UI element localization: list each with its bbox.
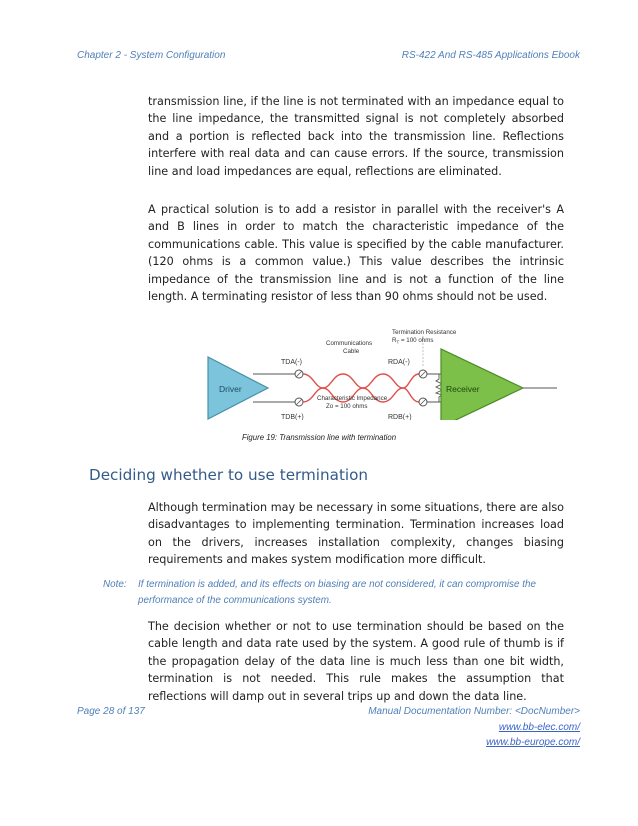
- book-title-header: RS-422 And RS-485 Applications Ebook: [401, 50, 580, 61]
- paragraph-disadvantages: Although termination may be necessary in some situations, there are also disadvantages to implementing termination. Termination increases load on the drivers, increases installation complexity, changes biasing requirements and makes system modification more difficult.: [148, 501, 564, 567]
- note-text: If termination is added, and its effects on biasing are not considered, it can compromise the performance of the communications system.: [138, 579, 536, 606]
- impedance-label-line2: Zo = 100 ohms: [326, 403, 368, 410]
- tdb-label: TDB(+): [281, 414, 304, 420]
- cable-label-line2: Cable: [343, 348, 360, 355]
- tda-label: TDA(-): [281, 359, 302, 366]
- termination-label-line1: Termination Resistance: [392, 329, 457, 336]
- bb-elec-link[interactable]: www.bb-elec.com/: [498, 721, 580, 733]
- paragraph-decision: The decision whether or not to use termination should be based on the cable length and data rate used by the system. A good rule of thumb is if the propagation delay of the data line is much less than one bit width, termination is not needed. This rule makes the assumption that reflections will damp out in several trips up and down the data line.: [148, 620, 564, 703]
- section-heading: Deciding whether to use termination: [89, 466, 369, 484]
- note-label: Note:: [103, 579, 127, 590]
- rda-label: RDA(-): [388, 359, 410, 366]
- termination-label-line2: $R_T = 100$ ohms: [392, 337, 434, 345]
- receiver-label: Receiver: [446, 384, 480, 394]
- footer-links: [368, 704, 580, 751]
- doc-number: Manual Documentation Number: <DocNumber>: [368, 706, 580, 717]
- paragraph-practical-solution: A practical solution is to add a resistor in parallel with the receiver's A and B lines in order to match the characteristic impedance of the communications cable. This value is specified by the cable manufacturer. (120 ohms is a common value.) This value describes the intrinsic impedance of the transmission line and is not a function of the line length. A terminating resistor of less than 90 ohms should not be used.: [148, 203, 564, 304]
- figure-caption: Figure 19: Transmission line with termination: [241, 433, 397, 442]
- paragraph-reflections: transmission line, if the line is not terminated with an impedance equal to the line impedance, the transmitted signal is not completely absorbed and a portion is reflected back into the transmission line. Reflections interfere with real data and can cause errors. If the source, transmission line and load impedances are equal, reflections are eliminated.: [148, 95, 564, 178]
- driver-label: Driver: [219, 384, 242, 394]
- page-number: Page 28 of 137: [77, 706, 145, 717]
- bb-europe-link[interactable]: www.bb-europe.com/: [486, 737, 580, 748]
- chapter-header: Chapter 2 - System Configuration: [77, 50, 226, 61]
- termination-diagram: [205, 327, 561, 420]
- rdb-label: RDB(+): [388, 414, 412, 420]
- cable-label-line1: Communications: [326, 340, 373, 347]
- impedance-label-line1: Characteristic Impedance: [317, 395, 388, 402]
- cable-wire-a: [303, 374, 403, 388]
